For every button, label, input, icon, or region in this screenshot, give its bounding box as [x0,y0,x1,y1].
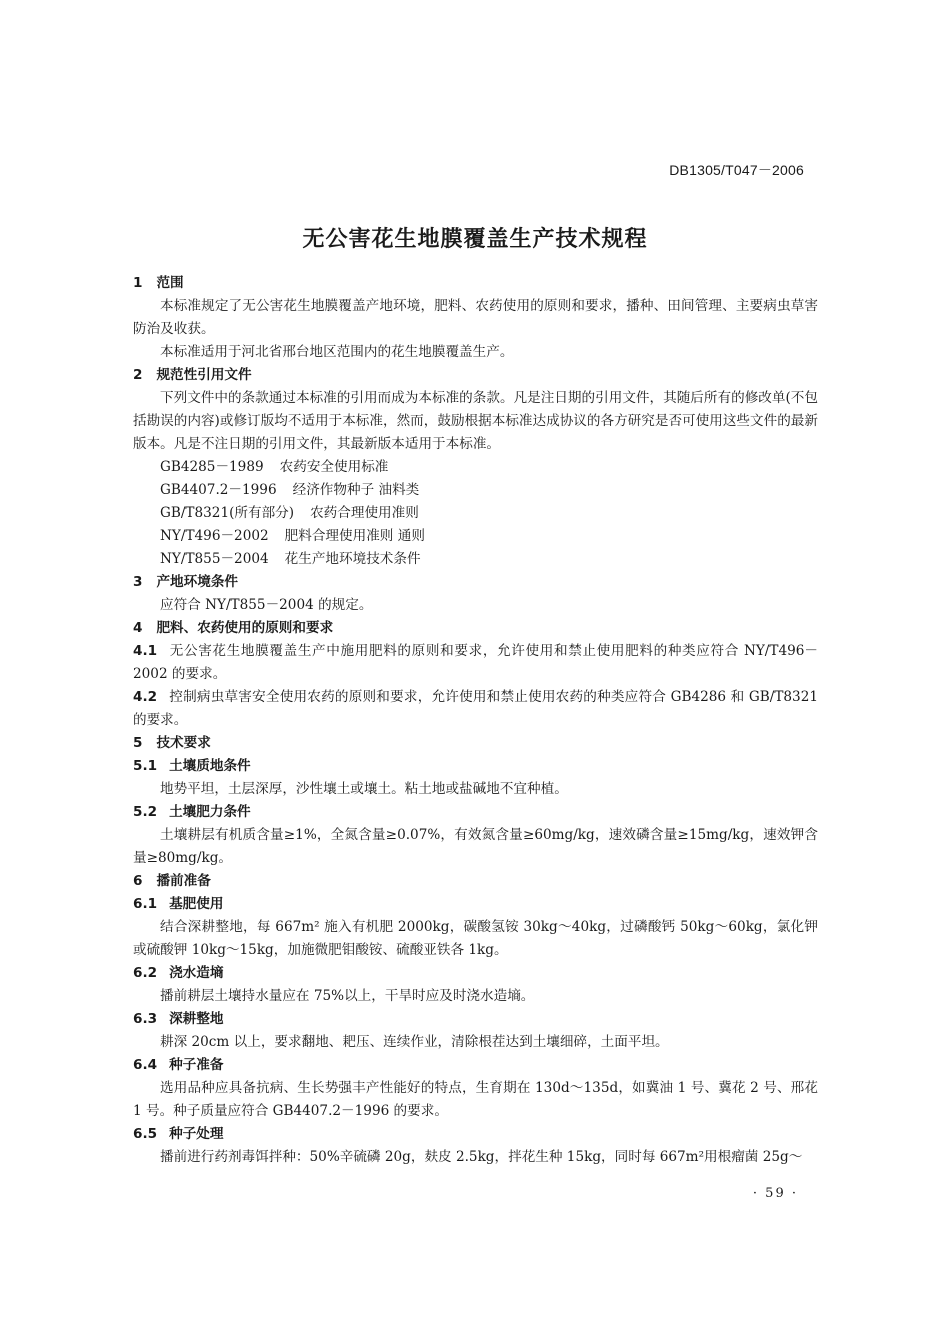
clause-text: 控制病虫草害安全使用农药的原则和要求，允许使用和禁止使用农药的种类应符合 GB4286 和 GB/T8321 的要求。 [133,689,818,728]
paragraph: 播前进行药剂毒饵拌种：50%辛硫磷 20g，麸皮 2.5kg，拌花生种 15kg，同时每 667m²用根瘤菌 25g～ [160,1149,803,1165]
subsection-title: 浇水造墒 [169,965,224,981]
section-title: 播前准备 [156,873,211,889]
section-number: 3 [133,574,143,590]
section-number: 2 [133,367,143,383]
page-number: · 59 · [752,1186,798,1201]
subsection-heading [133,755,818,778]
section-number: 6 [133,873,143,889]
reference-name: 农药合理使用准则 [310,505,419,521]
subsection-heading [133,801,818,824]
reference-name: 经济作物种子 油料类 [292,482,420,498]
section-number: 4 [133,620,143,636]
paragraph: 土壤耕层有机质含量≥1%，全氮含量≥0.07%，有效氮含量≥60mg/kg，速效磷含量≥15mg/kg，速效钾含量≥80mg/kg。 [133,827,818,866]
clause-number: 4.1 [133,643,158,659]
clause-text: 无公害花生地膜覆盖生产中施用肥料的原则和要求，允许使用和禁止使用肥料的种类应符合 NY/T496－2002 的要求。 [133,643,818,682]
reference-code: GB4407.2－1996 [160,482,277,498]
clause [133,640,818,686]
reference-item [133,548,818,571]
reference-code: NY/T496－2002 [160,528,269,544]
paragraph: 选用品种应具备抗病、生长势强丰产性能好的特点，生育期在 130d～135d，如冀油 1 号、冀花 2 号、邢花 1 号。种子质量应符合 GB4407.2－1996 的要求。 [133,1080,818,1119]
section-title: 技术要求 [156,735,211,751]
subsection-heading [133,1054,818,1077]
reference-code: NY/T855－2004 [160,551,269,567]
reference-item [133,502,818,525]
section-heading [133,870,818,893]
subsection-title: 土壤肥力条件 [169,804,251,820]
subsection-title: 基肥使用 [169,896,224,912]
subsection-number: 6.3 [133,1011,158,1027]
reference-code: GB4285－1989 [160,459,264,475]
paragraph: 下列文件中的条款通过本标准的引用而成为本标准的条款。凡是注日期的引用文件，其随后所有的修改单(不包括勘误的内容)或修订版均不适用于本标准，然而，鼓励根据本标准达成协议的各方研究是否可使用这些文件的最新版本。凡是不注日期的引用文件，其最新版本适用于本标准。 [133,390,818,452]
subsection-title: 种子处理 [169,1126,224,1142]
paragraph: 结合深耕整地，每 667m² 施入有机肥 2000kg，碳酸氢铵 30kg～40kg，过磷酸钙 50kg～60kg，氯化钾或硫酸钾 10kg～15kg，加施微肥钼酸铵、硫酸亚铁各 1kg。 [133,919,818,958]
reference-name: 花生产地环境技术条件 [284,551,421,567]
subsection-number: 6.1 [133,896,158,912]
document-body [133,272,818,1169]
subsection-heading [133,1123,818,1146]
reference-name: 肥料合理使用准则 通则 [284,528,425,544]
section-title: 产地环境条件 [156,574,239,590]
section-number: 5 [133,735,143,751]
document-number: DB1305/T047－2006 [669,162,804,178]
paragraph: 应符合 NY/T855－2004 的规定。 [160,597,373,613]
subsection-heading [133,893,818,916]
section-number: 1 [133,275,143,291]
section-heading [133,617,818,640]
clause [133,686,818,732]
reference-name: 农药安全使用标准 [279,459,389,475]
reference-code: GB/T8321(所有部分) [160,505,295,521]
paragraph: 地势平坦，土层深厚，沙性壤土或壤土。粘土地或盐碱地不宜种植。 [160,781,568,797]
section-title: 肥料、农药使用的原则和要求 [156,620,334,636]
section-heading [133,272,818,295]
reference-item [133,525,818,548]
subsection-title: 深耕整地 [169,1011,224,1027]
subsection-title: 土壤质地条件 [169,758,251,774]
paragraph: 本标准规定了无公害花生地膜覆盖产地环境，肥料、农药使用的原则和要求，播种、田间管理、主要病虫草害防治及收获。 [133,298,818,337]
paragraph: 播前耕层土壤持水量应在 75%以上，干旱时应及时浇水造墒。 [160,988,535,1004]
subsection-number: 5.2 [133,804,158,820]
section-title: 范围 [156,275,184,291]
document-title: 无公害花生地膜覆盖生产技术规程 [302,227,648,252]
subsection-heading [133,962,818,985]
subsection-title: 种子准备 [169,1057,224,1073]
section-heading [133,732,818,755]
reference-item [133,456,818,479]
section-heading [133,364,818,387]
subsection-number: 5.1 [133,758,158,774]
subsection-number: 6.4 [133,1057,158,1073]
paragraph: 耕深 20cm 以上，要求翻地、耙压、连续作业，清除根茬达到土壤细碎，土面平坦。 [160,1034,669,1050]
section-title: 规范性引用文件 [156,367,252,383]
paragraph: 本标准适用于河北省邢台地区范围内的花生地膜覆盖生产。 [160,344,514,360]
section-heading [133,571,818,594]
subsection-heading [133,1008,818,1031]
subsection-number: 6.5 [133,1126,158,1142]
subsection-number: 6.2 [133,965,158,981]
clause-number: 4.2 [133,689,158,705]
reference-item [133,479,818,502]
